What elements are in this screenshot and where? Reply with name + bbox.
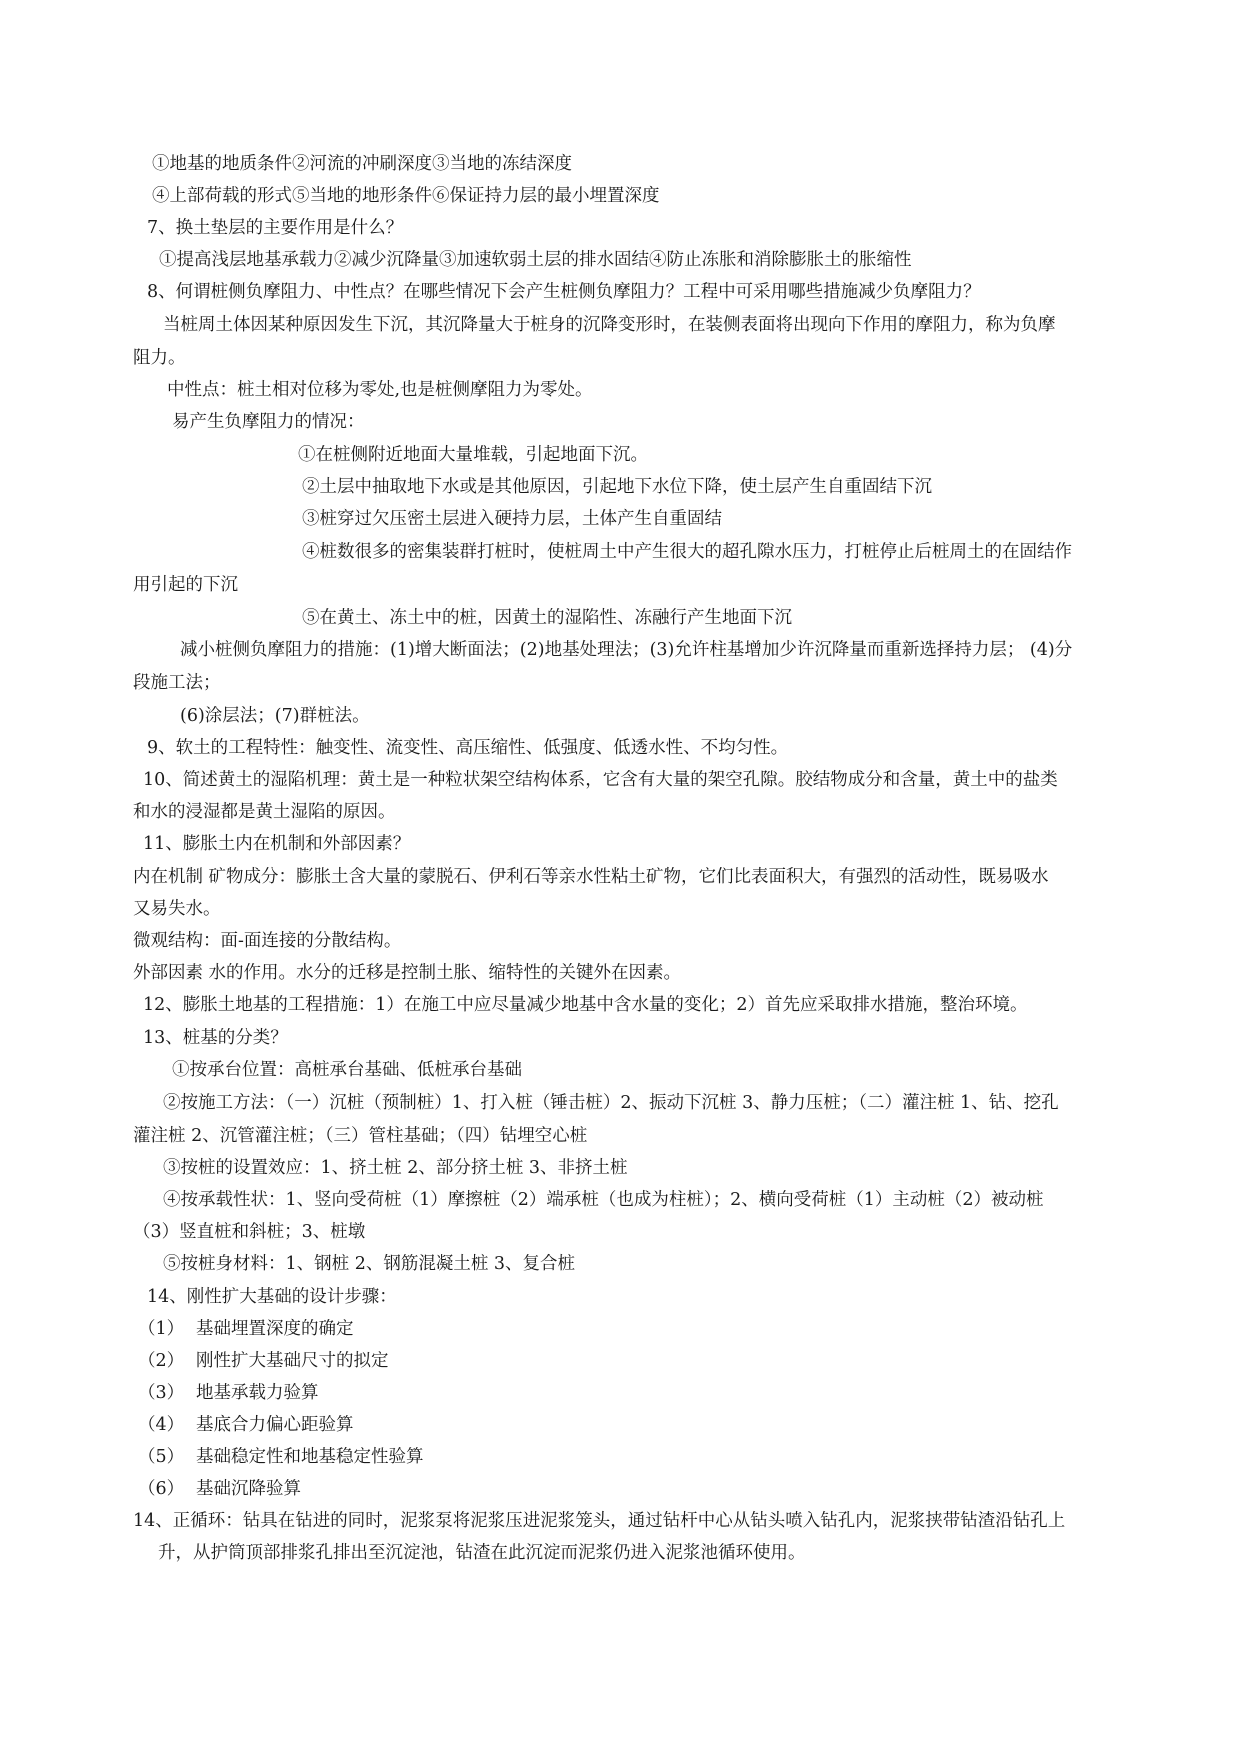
text-line-33: ④按承载性状：1、竖向受荷桩（1）摩擦桩（2）端承桩（也成为柱桩）；2、横向受荷桩（1）主动桩（2）被动桩 [163, 1190, 1044, 1210]
text-line-35: ⑤按桩身材料：1、钢桩 2、钢筋混凝土桩 3、复合桩 [163, 1254, 576, 1274]
text-line-18: (6)涂层法；(7)群桩法。 [180, 706, 370, 726]
step-text: 基础稳定性和地基稳定性验算 [196, 1447, 424, 1467]
text-line-9: 易产生负摩阻力的情况： [172, 412, 365, 432]
design-step [138, 1381, 319, 1405]
text-line-31: 灌注桩 2、沉管灌注桩；（三）管柱基础；（四）钻埋空心桩 [133, 1126, 588, 1146]
question-10-heading: 10、简述黄土的湿陷机理：黄土是一种粒状架空结构体系，它含有大量的架空孔隙。胶结物成分和含量，黄土中的盐类 [143, 770, 1058, 790]
question-11-heading: 11、膨胀土内在机制和外部因素？ [143, 834, 411, 854]
question-12-heading: 12、膨胀土地基的工程措施：1）在施工中应尽量减少地基中含水量的变化；2）首先应采取排水措施，整治环境。 [143, 995, 1028, 1015]
question-14-heading: 14、刚性扩大基础的设计步骤： [147, 1287, 397, 1307]
text-line-7: 阻力。 [133, 348, 186, 368]
text-line-29: ①按承台位置：高桩承台基础、低桩承台基础 [172, 1060, 522, 1080]
design-step [138, 1349, 389, 1373]
question-9-heading: 9、软土的工程特性：触变性、流变性、高压缩性、低强度、低透水性、不均匀性。 [147, 738, 789, 758]
text-line-38: 升，从护筒顶部排浆孔排出至沉淀池，钻渣在此沉淀而泥浆仍进入泥浆池循环使用。 [158, 1543, 806, 1563]
text-line-30: ②按施工方法：（一）沉桩（预制桩）1、打入桩（锤击桩）2、振动下沉桩 3、静力压桩；（二）灌注桩 1、钻、挖孔 [163, 1093, 1059, 1113]
question-8-heading: 8、何谓桩侧负摩阻力、中性点？在哪些情况下会产生桩侧负摩阻力？工程中可采用哪些措施减少负摩阻力？ [147, 282, 981, 302]
step-text: 刚性扩大基础尺寸的拟定 [196, 1351, 389, 1371]
step-number: （6） [138, 1479, 185, 1499]
step-text: 地基承载力验算 [196, 1383, 319, 1403]
text-line-15: ⑤在黄土、冻土中的桩，因黄土的湿陷性、冻融行产生地面下沉 [302, 608, 792, 628]
text-line-17: 段施工法； [133, 673, 221, 693]
text-line-12: ③桩穿过欠压密土层进入硬持力层，土体产生自重固结 [302, 509, 722, 529]
step-text: 基底合力偏心距验算 [196, 1415, 354, 1435]
step-text: 基础埋置深度的确定 [196, 1319, 354, 1339]
text-line-2: ④上部荷载的形式⑤当地的地形条件⑥保证持力层的最小埋置深度 [152, 186, 660, 206]
text-line-23: 内在机制 矿物成分：膨胀土含大量的蒙脱石、伊利石等亲水性粘土矿物，它们比表面积大，有强烈的活动性，既易吸水 [133, 867, 1049, 887]
question-14-circulation-heading: 14、正循环：钻具在钻进的同时，泥浆泵将泥浆压进泥浆笼头，通过钻杆中心从钻头喷入钻孔内，泥浆挟带钻渣沿钻孔上 [133, 1511, 1066, 1531]
text-line-26: 外部因素 水的作用。水分的迁移是控制土胀、缩特性的关键外在因素。 [133, 963, 682, 983]
text-line-24: 又易失水。 [133, 899, 221, 919]
step-number: （3） [138, 1383, 185, 1403]
step-number: （1） [138, 1319, 185, 1339]
text-line-34: （3）竖直桩和斜桩；3、桩墩 [133, 1222, 366, 1242]
question-7-heading: 7、换土垫层的主要作用是什么？ [147, 218, 404, 238]
design-step [138, 1477, 301, 1501]
text-line-8: 中性点：桩土相对位移为零处,也是桩侧摩阻力为零处。 [167, 380, 593, 400]
text-line-13: ④桩数很多的密集装群打桩时，使桩周土中产生很大的超孔隙水压力，打桩停止后桩周土的在固结作 [302, 542, 1072, 562]
step-number: （2） [138, 1351, 185, 1371]
step-text: 基础沉降验算 [196, 1479, 301, 1499]
step-number: （5） [138, 1447, 185, 1467]
text-line-32: ③按桩的设置效应：1、挤土桩 2、部分挤土桩 3、非挤土桩 [163, 1158, 628, 1178]
text-line-1: ①地基的地质条件②河流的冲刷深度③当地的冻结深度 [152, 154, 572, 174]
text-line-25: 微观结构：面-面连接的分散结构。 [133, 931, 402, 951]
text-line-10: ①在桩侧附近地面大量堆载，引起地面下沉。 [298, 445, 648, 465]
text-line-14: 用引起的下沉 [133, 575, 238, 595]
text-line-6: 当桩周土体因某种原因发生下沉，其沉降量大于桩身的沉降变形时，在装侧表面将出现向下作用的摩阻力，称为负摩 [163, 315, 1056, 335]
design-step [138, 1413, 354, 1437]
step-number: （4） [138, 1415, 185, 1435]
text-line-4: ①提高浅层地基承载力②减少沉降量③加速软弱土层的排水固结④防止冻胀和消除膨胀土的胀缩性 [159, 250, 912, 270]
design-step [138, 1445, 424, 1469]
text-line-16: 减小桩侧负摩阻力的措施：(1)增大断面法；(2)地基处理法；(3)允许柱基增加少许沉降量而重新选择持力层； (4)分 [180, 640, 1073, 660]
text-line-11: ②土层中抽取地下水或是其他原因，引起地下水位下降，使土层产生自重固结下沉 [302, 477, 932, 497]
text-line-21: 和水的浸湿都是黄土湿陷的原因。 [133, 802, 396, 822]
question-13-heading: 13、桩基的分类？ [143, 1028, 288, 1048]
design-step [138, 1317, 354, 1341]
